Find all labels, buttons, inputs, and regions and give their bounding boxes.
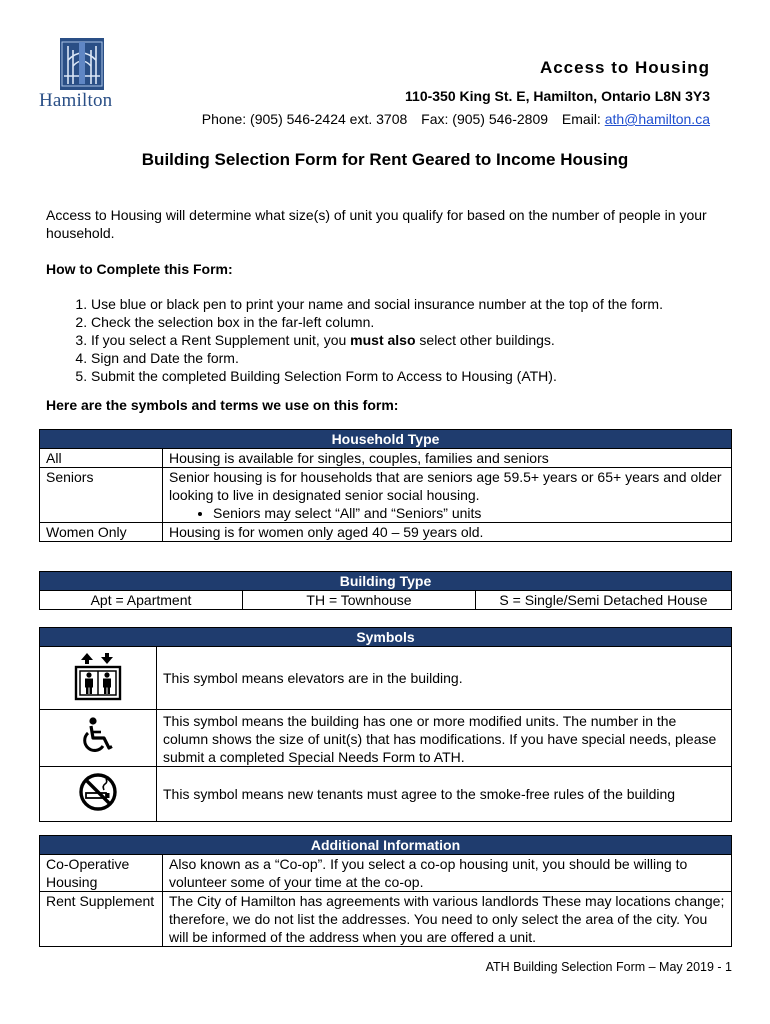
term-cell: Seniors (40, 468, 163, 523)
desc-cell: Housing is for women only aged 40 – 59 years old. (163, 523, 732, 542)
intro-paragraph: Access to Housing will determine what size(s) of unit you qualify for based on the number of people in your household. (46, 207, 707, 241)
step-1: 1. Use blue or black pen to print your name and social insurance number at the top of the form. (91, 295, 741, 313)
desc-cell (163, 468, 732, 523)
agency-address: 110-350 King St. E, Hamilton, Ontario L8N 3Y3 (405, 88, 710, 104)
logo-wordmark: Hamilton (39, 90, 113, 111)
wheelchair-icon (78, 716, 118, 756)
table-row (40, 892, 732, 947)
term-cell: All (40, 449, 163, 468)
icon-cell (40, 647, 157, 710)
howto-heading: How to Complete this Form: (46, 261, 233, 277)
table-row (40, 767, 732, 822)
desc-cell: This symbol means elevators are in the building. (157, 647, 732, 710)
email-link[interactable]: ath@hamilton.ca (604, 111, 710, 127)
desc-cell: Housing is available for singles, couples, families and seniors (163, 449, 732, 468)
table-row (40, 523, 732, 542)
step-5: 5. Submit the completed Building Selection Form to Access to Housing (ATH). (91, 367, 741, 385)
table-row (40, 449, 732, 468)
agency-title: Access to Housing (539, 58, 710, 77)
step-4: 4. Sign and Date the form. (91, 349, 741, 367)
building-type-table (39, 571, 732, 610)
term-cell: Women Only (40, 523, 163, 542)
term-cell: Co-Operative Housing (40, 855, 163, 892)
contact-line (202, 111, 710, 127)
icon-cell (40, 767, 157, 822)
additional-info-header: Additional Information (40, 836, 732, 855)
fax-number: Fax: (905) 546-2809 (421, 111, 549, 127)
instruction-list (46, 295, 741, 385)
elevator-icon (73, 651, 123, 701)
symbols-header: Symbols (40, 628, 732, 647)
step-3-text: If you select a Rent Supplement unit, you (91, 332, 351, 348)
step-2: 2. Check the selection box in the far-left column. (91, 313, 741, 331)
table-row (40, 710, 732, 767)
table-row (40, 855, 732, 892)
type-house: S = Single/Semi Detached House (476, 591, 732, 610)
icon-cell (40, 710, 157, 767)
seniors-desc: Senior housing is for households that are seniors age 59.5+ years or 65+ years and older looking to live in designated senior social housing. (169, 469, 722, 503)
desc-cell: This symbol means new tenants must agree to the smoke-free rules of the building (157, 767, 732, 822)
desc-cell: This symbol means the building has one or more modified units. The number in the column shows the size of unit(s) that has modifications. If you have special needs, please submit a completed Special Needs Form to ATH. (157, 710, 732, 767)
term-cell: Rent Supplement (40, 892, 163, 947)
desc-cell: Also known as a “Co-op”. If you select a co-op housing unit, you should be willing to volunteer some of your time at the co-op. (163, 855, 732, 892)
step-3-emphasis: must also (350, 332, 416, 348)
desc-cell: The City of Hamilton has agreements with various landlords These may locations change; therefore, we do not list the addresses. You need to only select the area of the city. You will be informed of the address when you are offered a unit. (163, 892, 732, 947)
household-type-header: Household Type (40, 430, 732, 449)
symbols-terms-heading: Here are the symbols and terms we use on this form: (46, 397, 399, 413)
household-type-table (39, 429, 732, 542)
no-smoking-icon (77, 771, 119, 813)
type-townhouse: TH = Townhouse (243, 591, 476, 610)
step-3 (91, 331, 741, 349)
step-3-text-end: select other buildings. (415, 332, 555, 348)
additional-info-table (39, 835, 732, 947)
building-type-header: Building Type (40, 572, 732, 591)
form-title: Building Selection Form for Rent Geared to Income Housing (141, 150, 629, 169)
phone-number: Phone: (905) 546-2424 ext. 3708 (201, 111, 408, 127)
table-row (40, 647, 732, 710)
table-row (40, 591, 732, 610)
page-footer: ATH Building Selection Form – May 2019 - 1 (485, 960, 732, 974)
symbols-table (39, 627, 732, 822)
seniors-bullet: • Seniors may select “All” and “Seniors” units (213, 504, 725, 522)
email-label: Email: (561, 111, 601, 127)
type-apartment: Apt = Apartment (40, 591, 243, 610)
table-row (40, 468, 732, 523)
